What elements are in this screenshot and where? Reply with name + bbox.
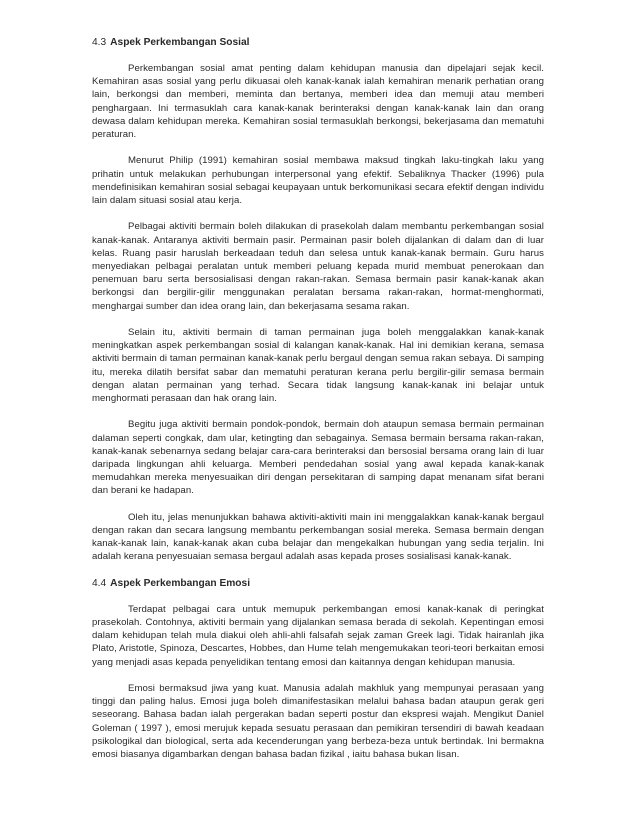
section-title: Aspek Perkembangan Sosial (110, 37, 250, 48)
section-number: 4.4 (92, 577, 107, 589)
paragraph: Selain itu, aktiviti bermain di taman permainan juga boleh menggalakkan kanak-kanak meningkatkan aspek perkembangan sosial di kalangan kanak-kanak. Hal ini demikian kerana, semasa aktiviti bermain di taman permainan kanak-kanak perlu bergaul dengan semua rakan sebaya. Di samping itu, mereka dilatih bersifat sabar dan mematuhi peraturan kerana perlu bergilir-gilir semasa bermain dengan alatan permainan yang terhad. Secara tidak langsung kanak-kanak ini belajar untuk menghormati perasaan dan hak orang lain. (92, 327, 544, 405)
paragraph: Emosi bermaksud jiwa yang kuat. Manusia adalah makhluk yang mempunyai perasaan yang tinggi dan paling halus. Emosi juga boleh dimanifestasikan melalui bahasa badan ataupun gerak geri seseorang. Bahasa badan ialah pergerakan badan seperti postur dan ekspresi wajah. Mengikut Daniel Goleman ( 1997 ), emosi merujuk kepada sesuatu perasaan dan pemikiran tersendiri di bawah keadaan psikologikal dan biological, serta ada kecenderungan yang berbeza-beza untuk bertindak. Ini bermakna emosi biasanya digambarkan dengan bahasa badan fizikal , iaitu bahasa bukan lisan. (92, 683, 544, 761)
paragraph: Menurut Philip (1991) kemahiran sosial membawa maksud tingkah laku-tingkah laku yang prihatin untuk melakukan perhubungan interpersonal yang efektif. Sebaliknya Thacker (1996) pula mendefinisikan kemahiran sosial sebagai keupayaan untuk berkomunikasi secara efektif dengan individu lain dalam situasi sosial atau kerja. (92, 155, 544, 207)
paragraph: Terdapat pelbagai cara untuk memupuk perkembangan emosi kanak-kanak di peringkat prasekolah. Contohnya, aktiviti bermain yang dijalankan semasa berada di sekolah. Kepentingan emosi dalam kehidupan telah mula diakui oleh ahli-ahli falsafah sejak zaman Greek lagi. Tidak hairanlah jika Plato, Aristotle, Spinoza, Descartes, Hobbes, dan Hume telah mengemukakan teori-teori berkaitan emosi yang menjadi asas kepada penyelidikan tentang emosi dan kaitannya dengan kehidupan manusia. (92, 603, 544, 668)
paragraph: Perkembangan sosial amat penting dalam kehidupan manusia dan dipelajari sejak kecil. Kemahiran asas sosial yang perlu dikuasai oleh kanak-kanak ialah kemahiran menarik perhatian orang lain, berkongsi dan memberi, meminta dan bertanya, memberi idea dan memuji atau memberi penghargaan. Ini termasuklah cara kanak-kanak berinteraksi dengan kanak-kanak lain dan orang dewasa dalam kehidupan mereka. Kemahiran sosial termasuklah berkongsi, bekerjasama dan mematuhi peraturan. (92, 63, 544, 141)
section-number: 4.3 (92, 37, 107, 48)
paragraph: Begitu juga aktiviti bermain pondok-pondok, bermain doh ataupun semasa bermain permainan dalaman seperti congkak, dam ular, ketingting dan sebagainya. Semasa bermain bersama rakan-rakan, kanak-kanak sebenarnya sedang belajar cara-cara berinteraksi dan bersosial bersama orang lain di luar daripada lingkungan ahli keluarga. Memberi pendedahan sosial yang awal kepada kanak-kanak memudahkan mereka menyesuaikan diri dengan persekitaran di samping dapat menanam sifat berani dan berani ke hadapan. (92, 419, 544, 497)
section-heading (92, 577, 544, 590)
section-title: Aspek Perkembangan Emosi (110, 577, 251, 589)
paragraph: Pelbagai aktiviti bermain boleh dilakukan di prasekolah dalam membantu perkembangan sosial kanak-kanak. Antaranya aktiviti bermain pasir. Permainan pasir boleh dijalankan di dalam dan di luar kelas. Ruang pasir haruslah berkeadaan teduh dan selesa untuk kanak-kanak bermain. Guru harus menyediakan pelbagai peralatan untuk memberi peluang kepada murid membuat penerokaan dan penemuan baru serta bersosialisasi dengan rakan-rakan. Semasa bermain pasir kanak-kanak akan berkongsi dan bergilir-gilir menggunakan peralatan bersama rakan-rakan, hormat-menghormati, menghargai sumber dan idea orang lain, dan bekerjasama sesama rakan. (92, 221, 544, 312)
document-page (92, 36, 544, 774)
section-heading (92, 36, 544, 49)
section-social-development (92, 36, 544, 564)
paragraph: Oleh itu, jelas menunjukkan bahawa aktiviti-aktiviti main ini menggalakkan kanak-kanak bergaul dengan rakan dan secara langsung membantu perkembangan sosial mereka. Semasa bermain dengan kanak-kanak lain, kanak-kanak akan cuba belajar dan mengekalkan hubungan yang sedia terjalin. Ini adalah kerana penyesuaian semasa bergaul adalah asas kepada proses sosialisasi kanak-kanak. (92, 511, 544, 563)
section-emotional-development (92, 577, 544, 761)
